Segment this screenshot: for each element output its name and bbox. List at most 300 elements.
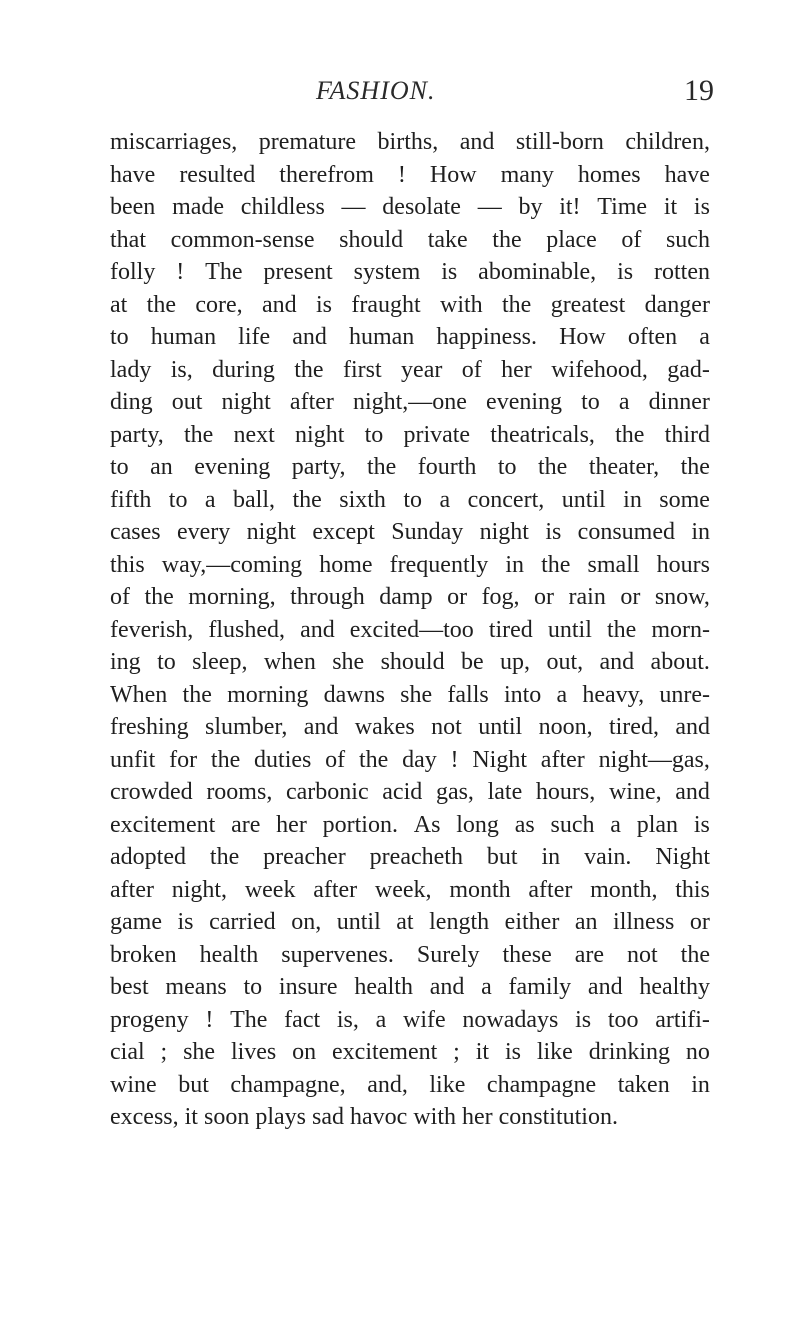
word: not (431, 714, 462, 740)
word: her (501, 356, 532, 383)
word: the (292, 486, 322, 513)
word: acid (382, 779, 423, 805)
word: is (693, 811, 710, 838)
word: late (487, 779, 523, 805)
word: the (615, 421, 645, 448)
word: to (168, 486, 188, 513)
word: is (177, 909, 194, 935)
word: her (461, 1104, 493, 1130)
word: not (627, 941, 658, 968)
word: a (556, 681, 568, 708)
word: the (294, 356, 324, 383)
word: private (403, 421, 471, 448)
word: evening (194, 454, 271, 480)
word: havoc (350, 1104, 408, 1130)
word: family (508, 974, 572, 1000)
page-number: 19 (684, 74, 714, 107)
word: homes (577, 161, 641, 188)
word: ing (110, 649, 141, 675)
word: How (559, 324, 606, 350)
word: party, (110, 421, 164, 448)
word: many (500, 161, 554, 188)
word: the (541, 551, 571, 578)
word: champagne, (230, 1071, 346, 1098)
word: human (348, 324, 415, 350)
running-head (0, 0, 800, 120)
word: happiness. (436, 324, 538, 350)
word: to (403, 486, 423, 513)
word: sleep, (192, 649, 248, 675)
word: should (380, 649, 445, 675)
word: in (691, 1071, 710, 1098)
word: frequently (389, 551, 489, 578)
word: and (587, 974, 623, 1000)
word: except (312, 519, 375, 545)
word: and (292, 324, 327, 350)
word: by (518, 194, 543, 220)
word: it (663, 194, 678, 220)
word: but (178, 1071, 209, 1098)
word: unre- (659, 681, 710, 708)
word: she (400, 681, 433, 708)
word: the (146, 291, 176, 318)
word: hours (656, 551, 710, 578)
word: the (492, 226, 522, 253)
word: of (621, 226, 642, 253)
word: ; (160, 1039, 168, 1065)
word: a (610, 811, 621, 838)
word: freshing (110, 714, 189, 740)
word: in (691, 519, 710, 545)
word: some (659, 486, 710, 513)
text-line (110, 906, 710, 939)
word: wifehood, (551, 356, 648, 383)
word: the (358, 746, 389, 773)
text-line (110, 321, 710, 354)
word: up, (500, 649, 531, 675)
word: no (685, 1039, 710, 1065)
word: a (481, 974, 492, 1000)
word: a (618, 389, 630, 415)
word: sixth (339, 486, 386, 513)
text-line (110, 289, 710, 322)
text-line (110, 841, 710, 874)
word: too (607, 1006, 639, 1033)
word: third (664, 421, 710, 448)
word: either (504, 909, 560, 935)
word: the (144, 584, 174, 610)
word: like (536, 1039, 573, 1065)
word: still-born (515, 129, 604, 155)
word: about. (650, 649, 710, 675)
word: carried (209, 909, 276, 935)
word: drinking (588, 1039, 671, 1065)
word: at (396, 909, 414, 935)
word: next (233, 421, 275, 448)
word: broken (110, 941, 177, 968)
word: rain (568, 584, 606, 610)
word: been (110, 194, 156, 220)
word: fourth (417, 454, 477, 480)
word: or (447, 584, 468, 610)
word: theater, (588, 454, 660, 480)
word: miscarriages, (110, 129, 238, 155)
word: the (538, 454, 568, 480)
word: until (336, 909, 381, 935)
word: The (230, 1006, 268, 1033)
word: in (505, 551, 525, 578)
word: snow, (654, 584, 710, 610)
word: sad (312, 1104, 344, 1130)
word: means (165, 974, 227, 1000)
text-line (110, 126, 710, 159)
word: duties (254, 746, 312, 773)
word: childless (240, 194, 325, 220)
word: excitement (332, 1039, 438, 1065)
word: fraught (351, 291, 421, 318)
word: births, (377, 129, 439, 155)
word: heavy, (582, 681, 645, 708)
text-line (110, 711, 710, 744)
word: an (574, 909, 598, 935)
word: to (497, 454, 517, 480)
word: flushed, (208, 616, 286, 643)
word: excess, (110, 1104, 179, 1130)
word: every (176, 519, 231, 545)
word: core, (195, 291, 243, 318)
word: to (157, 649, 176, 675)
word: Night (472, 746, 527, 773)
word: ! (205, 1006, 214, 1033)
word: year (401, 356, 443, 383)
word: dinner (648, 389, 710, 415)
text-line (110, 354, 710, 387)
text-line (110, 744, 710, 777)
word: like (429, 1071, 466, 1098)
word: of (461, 356, 482, 383)
word: on, (291, 909, 322, 935)
word: therefrom (279, 161, 374, 188)
word: small (587, 551, 640, 578)
word: crowded (110, 779, 193, 805)
word: fact (284, 1006, 321, 1033)
word: lady (110, 356, 152, 383)
word: such (665, 226, 710, 253)
word: abominable, (478, 259, 597, 285)
word: morn- (651, 616, 710, 643)
word: after (289, 389, 334, 415)
word: during (212, 356, 275, 383)
text-line (110, 191, 710, 224)
word: and (459, 129, 495, 155)
word: illness (613, 909, 675, 935)
text-line (110, 679, 710, 712)
word: for (169, 746, 198, 773)
word: that (110, 226, 146, 253)
word: ! (450, 746, 459, 773)
word: health (354, 974, 413, 1000)
word: are (231, 811, 261, 838)
text-line (110, 451, 710, 484)
word: ! (397, 161, 406, 188)
word: and, (367, 1071, 408, 1098)
word: night (479, 519, 529, 545)
word: and (261, 291, 297, 318)
word: night (221, 389, 271, 415)
word: excitement (110, 811, 216, 838)
text-line (110, 516, 710, 549)
text-line (110, 809, 710, 842)
word: human (150, 324, 217, 350)
text-line (110, 1069, 710, 1102)
word: consumed (577, 519, 675, 545)
word: the (366, 454, 397, 480)
word: first (342, 356, 382, 383)
word: the (606, 616, 637, 643)
word: such (550, 811, 595, 838)
word: soon (203, 1104, 250, 1130)
word: until (478, 714, 523, 740)
word: theatricals, (490, 421, 595, 448)
word: with (440, 291, 483, 318)
word: premature (258, 129, 357, 155)
text-line (110, 939, 710, 972)
text-line (110, 581, 710, 614)
word: it! (559, 194, 581, 220)
word: Surely (416, 941, 480, 968)
word: constitution. (498, 1104, 618, 1130)
running-title: FASHION. (316, 76, 436, 105)
word: place (546, 226, 597, 253)
word: preacheth (369, 844, 463, 870)
text-line (110, 159, 710, 192)
word: fog, (481, 584, 520, 610)
word: or (620, 584, 641, 610)
word: How (429, 161, 477, 188)
word: supervenes. (281, 941, 394, 968)
word: and (303, 714, 339, 740)
word: portion. (322, 811, 398, 838)
word: the (680, 941, 710, 968)
word: it (475, 1039, 490, 1065)
word: this (110, 551, 145, 578)
word: cases (110, 519, 161, 545)
word: the (502, 291, 532, 318)
word: an (150, 454, 173, 480)
word: tired, (608, 714, 659, 740)
word: slumber, (205, 714, 288, 740)
word: desolate (382, 194, 461, 220)
text-line (110, 419, 710, 452)
word: concert, (467, 486, 545, 513)
word: of (110, 584, 130, 610)
word: long (456, 811, 499, 838)
word: hours, (535, 779, 596, 805)
word: the (183, 421, 214, 448)
word: or (689, 909, 710, 935)
word: adopted (110, 844, 186, 870)
word: day (402, 746, 437, 773)
word: way,—coming (161, 551, 303, 578)
word: night, (171, 876, 228, 903)
word: feverish, (110, 616, 194, 643)
word: she (183, 1039, 216, 1065)
word: and (300, 616, 335, 643)
word: — (477, 194, 502, 220)
word: is (545, 519, 562, 545)
word: a (699, 324, 710, 350)
word: ding (110, 389, 153, 415)
word: is, (170, 356, 193, 383)
word: she (332, 649, 365, 675)
word: taken (617, 1071, 670, 1098)
word: ; (453, 1039, 460, 1065)
word: month, (590, 876, 658, 903)
word: month (449, 876, 511, 903)
word: or (534, 584, 555, 610)
word: is, (336, 1006, 359, 1033)
word: common-sense (170, 226, 315, 253)
word: fifth (110, 486, 152, 513)
word: morning, (188, 584, 276, 610)
word: and (675, 714, 710, 740)
word: take (427, 226, 468, 253)
word: When (110, 681, 168, 708)
word: life (238, 324, 271, 350)
word: party, (291, 454, 346, 480)
word: falls (447, 681, 489, 708)
word: is (693, 194, 710, 220)
text-line (110, 256, 710, 289)
word: rooms, (206, 779, 273, 805)
word: in (541, 844, 561, 870)
word: the (210, 746, 241, 773)
word: wine, (608, 779, 662, 805)
word: until (547, 616, 592, 643)
text-line (110, 874, 710, 907)
word: excited—too (349, 616, 474, 643)
word: night—gas, (598, 746, 710, 773)
word: Night (655, 844, 710, 870)
word: present (263, 259, 333, 285)
word: a (439, 486, 451, 513)
word: unfit (110, 746, 156, 773)
word: have (664, 161, 710, 188)
word: and (429, 974, 465, 1000)
word: it (184, 1104, 198, 1130)
word: rotten (654, 259, 710, 285)
text-line (110, 1004, 710, 1037)
word: but (486, 844, 518, 870)
word: gas, (435, 779, 474, 805)
word: her (276, 811, 307, 838)
body-text (110, 126, 710, 1134)
word: Sunday (391, 519, 464, 545)
word: home (319, 551, 373, 578)
word: the (182, 681, 212, 708)
word: and (599, 649, 635, 675)
word: resulted (179, 161, 256, 188)
word: cial (110, 1039, 145, 1065)
word: in (623, 486, 642, 513)
word: game (110, 909, 162, 935)
word: a (375, 1006, 387, 1033)
word: after (528, 876, 573, 903)
word: the (680, 454, 710, 480)
word: is (315, 291, 332, 318)
word: of (325, 746, 346, 773)
word: length (429, 909, 490, 935)
word: after (110, 876, 154, 903)
word: evening (486, 389, 563, 415)
word: are (574, 941, 605, 968)
word: often (627, 324, 678, 350)
word: tired (488, 616, 533, 643)
text-line (110, 776, 710, 809)
word: gad- (667, 356, 710, 383)
word: a (204, 486, 216, 513)
text-line (110, 386, 710, 419)
word: noon, (538, 714, 593, 740)
word: system (353, 259, 421, 285)
word: carbonic (285, 779, 369, 805)
word: and (675, 779, 710, 805)
word: to (364, 421, 384, 448)
word: week, (374, 876, 432, 903)
text-line (110, 646, 710, 679)
word: The (205, 259, 243, 285)
word: folly (110, 259, 156, 285)
word: healthy (639, 974, 710, 1000)
word: Time (597, 194, 648, 220)
word: this (675, 876, 710, 903)
word: greatest (550, 291, 626, 318)
word: out (171, 389, 203, 415)
word: should (339, 226, 404, 253)
text-line (110, 1036, 710, 1069)
word: morning (227, 681, 309, 708)
word: made (172, 194, 225, 220)
word: vain. (584, 844, 632, 870)
word: ! (176, 259, 185, 285)
word: on (292, 1039, 317, 1065)
word: at (110, 291, 128, 318)
word: week (244, 876, 296, 903)
word: lives (230, 1039, 277, 1065)
word: is (617, 259, 634, 285)
word: to (110, 324, 129, 350)
word: is (575, 1006, 592, 1033)
word: when (263, 649, 316, 675)
word: is (441, 259, 458, 285)
word: dawns (323, 681, 385, 708)
word: to (581, 389, 600, 415)
word: is (504, 1039, 521, 1065)
word: with (413, 1104, 456, 1130)
word: out, (546, 649, 584, 675)
word: to (110, 454, 129, 480)
word: wakes (354, 714, 415, 740)
word: danger (644, 291, 710, 318)
word: progeny (110, 1006, 189, 1033)
word: wife (403, 1006, 446, 1033)
text-line (110, 549, 710, 582)
word: artifi- (655, 1006, 710, 1033)
word: wine (110, 1071, 157, 1098)
word: after (540, 746, 585, 773)
word: night,—one (352, 389, 467, 415)
word: night (295, 421, 345, 448)
